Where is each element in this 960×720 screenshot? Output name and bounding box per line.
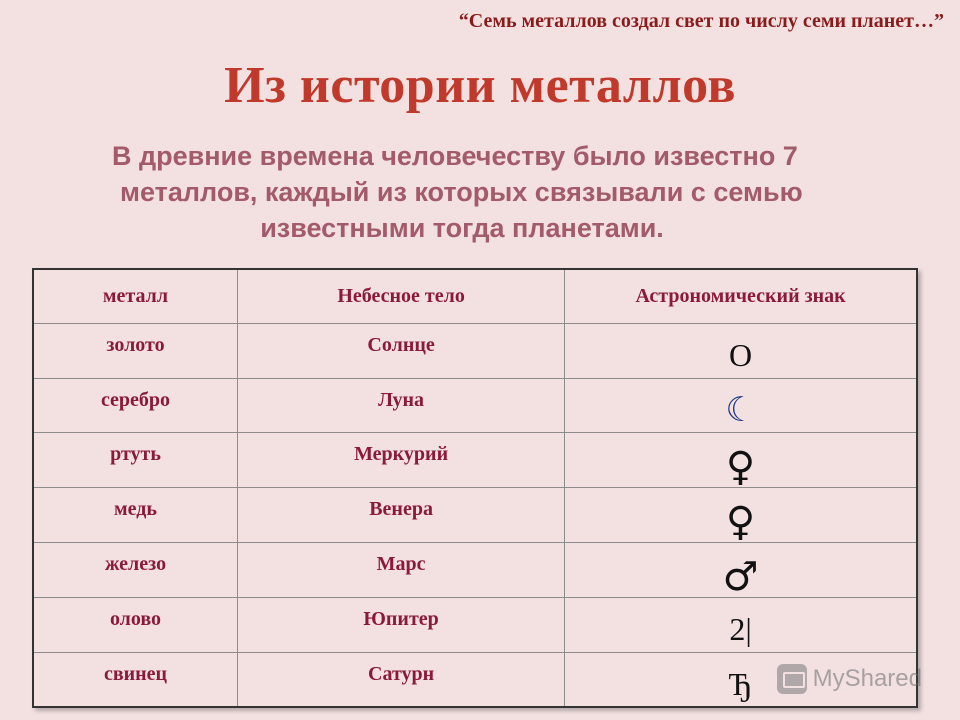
header-metal: металл <box>33 269 238 324</box>
intro-paragraph <box>112 138 852 246</box>
metal-cell: золото <box>33 324 238 379</box>
table-header-row <box>33 269 917 324</box>
metals-table <box>32 268 918 708</box>
sun-sign-icon: O <box>729 337 753 373</box>
header-astronomical-sign: Астрономический знак <box>565 269 917 324</box>
jupiter-sign-icon: 2| <box>729 611 752 647</box>
body-cell: Марс <box>238 543 565 598</box>
myshared-logo-icon <box>777 664 807 694</box>
header-celestial-body: Небесное тело <box>238 269 565 324</box>
sign-cell <box>565 378 917 433</box>
watermark <box>777 664 922 694</box>
table-row <box>33 598 917 653</box>
body-cell: Сатурн <box>238 652 565 707</box>
mars-sign-icon: ♂ <box>722 554 759 600</box>
moon-sign-icon: ☾ <box>725 389 756 430</box>
sign-cell <box>565 488 917 543</box>
intro-line-2: металлов, каждый из которых связывали с семью <box>120 177 803 207</box>
sign-cell <box>565 543 917 598</box>
table-row <box>33 543 917 598</box>
metal-cell: олово <box>33 598 238 653</box>
metal-cell: железо <box>33 543 238 598</box>
table-row <box>33 324 917 379</box>
body-cell: Венера <box>238 488 565 543</box>
page-title: Из истории металлов <box>224 57 736 114</box>
metal-cell: медь <box>33 488 238 543</box>
metal-cell: ртуть <box>33 433 238 488</box>
saturn-sign-icon: Ђ <box>728 665 753 702</box>
metal-cell: свинец <box>33 652 238 707</box>
epigraph-quote: “Семь металлов создал свет по числу семи планет…” <box>458 10 944 32</box>
body-cell: Меркурий <box>238 433 565 488</box>
sign-cell <box>565 598 917 653</box>
table-row <box>33 488 917 543</box>
table-row <box>33 378 917 433</box>
table-row <box>33 433 917 488</box>
intro-line-1: В древние времена человечеству было известно 7 <box>112 141 798 171</box>
metal-cell: серебро <box>33 378 238 433</box>
sign-cell <box>565 324 917 379</box>
mercury-sign-icon: ♀ <box>725 444 756 490</box>
body-cell: Юпитер <box>238 598 565 653</box>
sign-cell <box>565 433 917 488</box>
body-cell: Луна <box>238 378 565 433</box>
intro-line-3: известными тогда планетами. <box>260 213 664 243</box>
watermark-text: MyShared <box>812 665 922 692</box>
venus-sign-icon: ♀ <box>725 499 756 545</box>
body-cell: Солнце <box>238 324 565 379</box>
